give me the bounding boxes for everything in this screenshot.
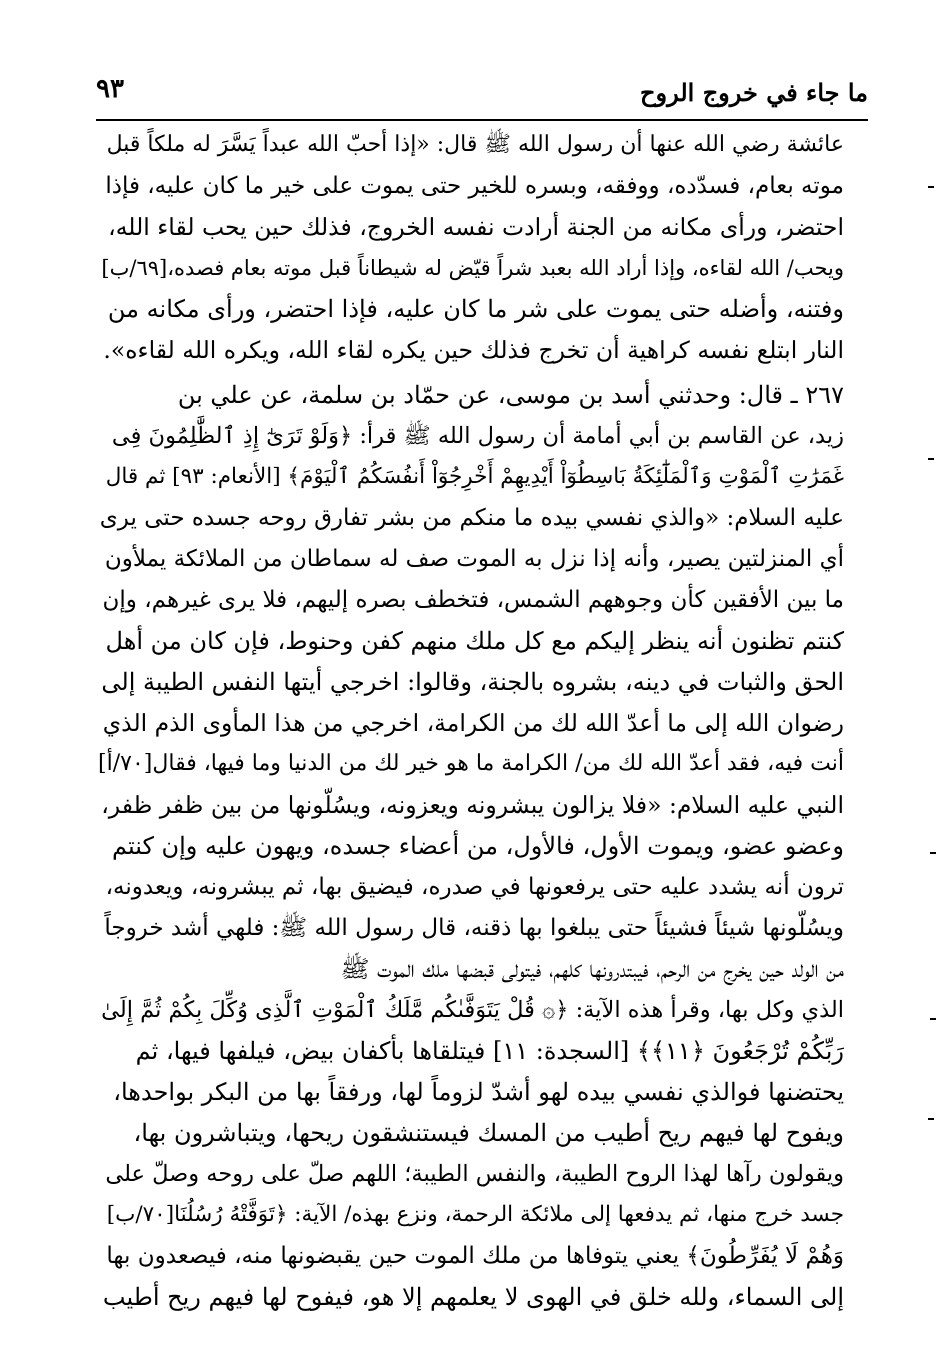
- text-line: وعضو عضو، ويموت الأول، فالأول، من أعضاء جسده، ويهون عليه وإن كنتم: [111, 832, 844, 860]
- scan-mark: [928, 458, 934, 460]
- text-line: أنت فيه، فقد أعدّ الله لك من/ الكرامة ما هو خير لك من الدنيا وما فيها، فقال[٧٠/أ]: [98, 751, 844, 776]
- text-line: ويفوح لها فيهم ريح أطيب من المسك فيستنشقون ريحها، ويتباشرون بها،: [133, 1119, 844, 1147]
- scan-mark: [928, 1118, 934, 1120]
- text-line: عائشة رضي الله عنها أن رسول الله ﷺ قال: «إذا أحبّ الله عبداً يَسَّرَ له ملكاً قبل: [106, 132, 844, 157]
- text-line: النبي عليه السلام: «فلا يزالون يبشرونه ويعزونه، ويسُلّونها من بين ظفر ظفر،: [101, 791, 844, 819]
- text-line: رضوان الله إلى ما أعدّ الله لك من الكرامة، اخرجي من هذا المأوى الذم الذي: [102, 709, 844, 737]
- text-line: عليه السلام: «والذي نفسي بيده ما منكم من بشر تفارق روحه جسده حتى يرى: [99, 505, 844, 531]
- scan-mark: [928, 186, 934, 188]
- text-line: ٢٦٧ ـ قال: وحدثني أسد بن موسى، عن حمّاد بن سلمة، عن علي بن: [177, 381, 844, 409]
- page-number: ٩٣: [96, 74, 124, 104]
- text-line: وَهُمْ لَا يُفَرِّطُونَ﴾ يعني يتوفاها من ملك الموت حين يقبضونها منه، فيصعدون بها: [106, 1243, 844, 1269]
- text-line: ويسُلّونها شيئاً فشيئاً حتى يبلغوا بها ذقنه، قال رسول الله ﷺ: فلهي أشد خروجاً: [104, 915, 844, 941]
- text-line: موته بعام، فسدّده، ووفقه، وبسره للخير حتى يموت على خير ما كان عليه، فإذا: [105, 173, 844, 199]
- text-line: جسد خرج منها، ثم يدفعها إلى ملائكة الرحمة، ونزع بهذه/ الآية: ﴿تَوَفَّتْهُ رُسُلُنَا[٧٠/ب]: [106, 1202, 844, 1227]
- text-line: النار ابتلع نفسه كراهية أن تخرج فذلك حين يكره لقاء الله، ويكره الله لقاءه».: [103, 336, 844, 364]
- text-line: الذي وكل بها، وقرأ هذه الآية: ﴿۞ قُلْ يَتَوَفَّىٰكُم مَّلَكُ ٱلْمَوْتِ ٱلَّذِى وُكِّلَ بِكُمْ ثُمَّ إِلَىٰ: [101, 997, 844, 1023]
- text-line: كنتم تظنون أنه ينظر إليكم مع كل ملك منهم كفن وحنوط، فإن كان من أهل: [105, 627, 844, 655]
- text-line: من الولد حين يخرج من الرحم، فيبتدرونها كلهم، فيتولى قبضها ملك الموت ﷺ: [340, 955, 844, 983]
- text-line: رَبِّكُمْ تُرْجَعُونَ ﴿١١﴾﴾ [السجدة: ١١] فيتلقاها بأكفان بيض، فيلفها فيها، ثم: [135, 1037, 844, 1065]
- text-line: زيد، عن القاسم بن أبي أمامة أن رسول الله ﷺ قرأ: ﴿وَلَوْ تَرَىٰٓ إِذِ ٱلظَّٰلِمُونَ فِى: [111, 423, 844, 449]
- text-line: الحق والثبات في دينه، بشروه بالجنة، وقالوا: اخرجي أيتها النفس الطيبة إلى: [101, 668, 844, 696]
- text-line: ويقولون رآها لهذا الروح الطيبة، والنفس الطيبة؛ اللهم صلّ على روحه وصلّ على: [105, 1161, 844, 1187]
- text-line: ويحب/ الله لقاءه، وإذا أراد الله بعبد شراً قيّض له شيطاناً قبل موته بعام فصده،[٦٩/ب]: [101, 256, 844, 280]
- text-line: وفتنه، وأضله حتى يموت على شر ما كان عليه، فإذا احتضر، ورأى مكانه من: [107, 295, 844, 323]
- chapter-title: ما جاء في خروج الروح: [640, 78, 868, 107]
- text-line: غَمَرَٰتِ ٱلْمَوْتِ وَٱلْمَلَٰٓئِكَةُ بَاسِطُوٓاْ أَيْدِيهِمْ أَخْرِجُوٓاْ أَنفُسَكُمُ ٱلْيَوْمَ﴾ [الأنعام: ٩٣] ثم قال: [105, 464, 844, 489]
- text-line: أي المنزلتين يصير، وأنه إذا نزل به الموت صف له سماطان من الملائكة يملأون: [104, 546, 844, 572]
- running-header: [96, 70, 868, 114]
- text-line: ترون أنه يشدد عليه حتى يرفعونها في صدره، فيضيق بها، ثم يبشرونه، ويعدونه،: [105, 874, 844, 900]
- header-divider: [96, 119, 868, 121]
- text-line: احتضر، ورأى مكانه من الجنة أرادت نفسه الخروج، فذلك حين يحب لقاء الله،: [108, 213, 844, 241]
- scan-mark: [930, 852, 936, 854]
- text-line: إلى السماء، ولله خلق في الهوى لا يعلمهم إلا هو، فيفوح لها فيهم ريح أطيب: [102, 1283, 844, 1311]
- text-line: ما بين الأفقين كأن وجوههم الشمس، فتخطف بصره إليهم، فلا يرى غيرهم، وإن: [102, 587, 844, 613]
- text-line: يحتضنها فوالذي نفسي بيده لهو أشدّ لزوماً لها، ورفقاً بها من البكر بواحدها،: [113, 1078, 844, 1106]
- scan-mark: [930, 1018, 936, 1020]
